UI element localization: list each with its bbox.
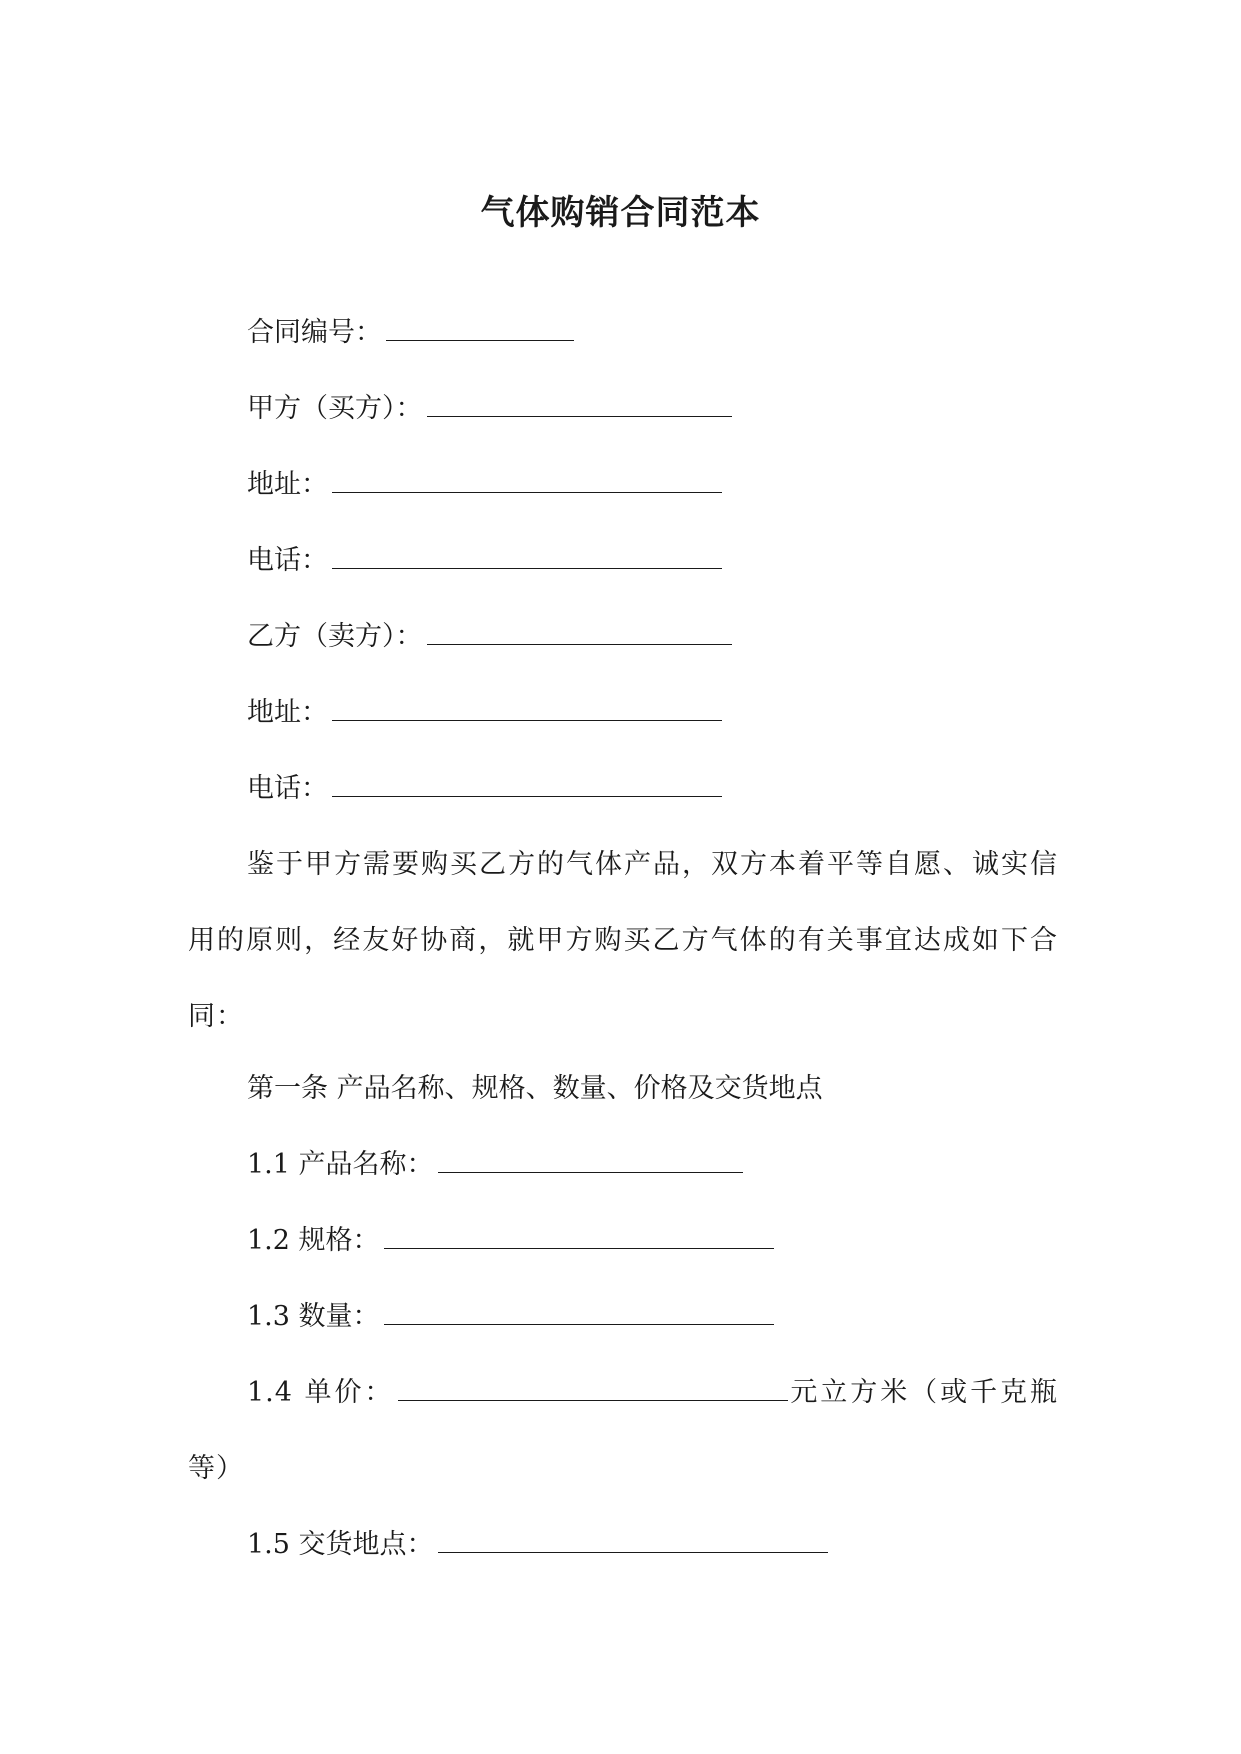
specification-blank[interactable] bbox=[384, 1224, 774, 1249]
item-1-1-line bbox=[247, 1147, 743, 1183]
item-1-3-label: 1.3 数量： bbox=[247, 1301, 380, 1332]
party-a-line bbox=[247, 391, 732, 427]
contract-number-blank[interactable] bbox=[386, 316, 574, 341]
party-b-phone-blank[interactable] bbox=[332, 772, 722, 797]
party-a-phone-blank[interactable] bbox=[332, 544, 722, 569]
party-b-address-line bbox=[247, 695, 722, 731]
party-b-phone-label: 电话： bbox=[247, 773, 328, 804]
party-b-address-blank[interactable] bbox=[332, 696, 722, 721]
item-1-4-paragraph bbox=[188, 1355, 1058, 1507]
party-a-address-blank[interactable] bbox=[332, 468, 722, 493]
item-1-2-label: 1.2 规格： bbox=[247, 1225, 380, 1256]
contract-number-label: 合同编号： bbox=[247, 317, 382, 348]
document-title: 气体购销合同范本 bbox=[480, 193, 761, 233]
item-1-3-line bbox=[247, 1299, 774, 1335]
party-a-blank[interactable] bbox=[427, 392, 732, 417]
party-a-phone-label: 电话： bbox=[247, 545, 328, 576]
party-b-blank[interactable] bbox=[427, 620, 732, 645]
delivery-location-blank[interactable] bbox=[438, 1528, 828, 1553]
preamble-paragraph: 鉴于甲方需要购买乙方的气体产品，双方本着平等自愿、诚实信用的原则，经友好协商，就甲方购买乙方气体的有关事宜达成如下合同： bbox=[188, 849, 1058, 1032]
quantity-blank[interactable] bbox=[384, 1300, 774, 1325]
unit-price-blank[interactable] bbox=[398, 1376, 788, 1401]
party-b-line bbox=[247, 619, 732, 655]
party-a-address-label: 地址： bbox=[247, 469, 328, 500]
item-1-2-line bbox=[247, 1223, 774, 1259]
party-a-label: 甲方（买方）： bbox=[247, 393, 423, 424]
party-b-phone-line bbox=[247, 771, 722, 807]
party-b-address-label: 地址： bbox=[247, 697, 328, 728]
item-1-4-label: 1.4 单价： bbox=[247, 1377, 395, 1408]
item-1-4-unit: 元立方米（或千克瓶等） bbox=[188, 1377, 1058, 1484]
party-b-label: 乙方（卖方）： bbox=[247, 621, 423, 652]
party-a-address-line bbox=[247, 467, 722, 503]
product-name-blank[interactable] bbox=[438, 1148, 743, 1173]
party-a-phone-line bbox=[247, 543, 722, 579]
item-1-5-label: 1.5 交货地点： bbox=[247, 1529, 434, 1560]
item-1-1-label: 1.1 产品名称： bbox=[247, 1149, 434, 1180]
item-1-5-line bbox=[247, 1527, 828, 1563]
article-1-heading: 第一条 产品名称、规格、数量、价格及交货地点 bbox=[247, 1073, 823, 1104]
contract-number-line bbox=[247, 315, 574, 351]
